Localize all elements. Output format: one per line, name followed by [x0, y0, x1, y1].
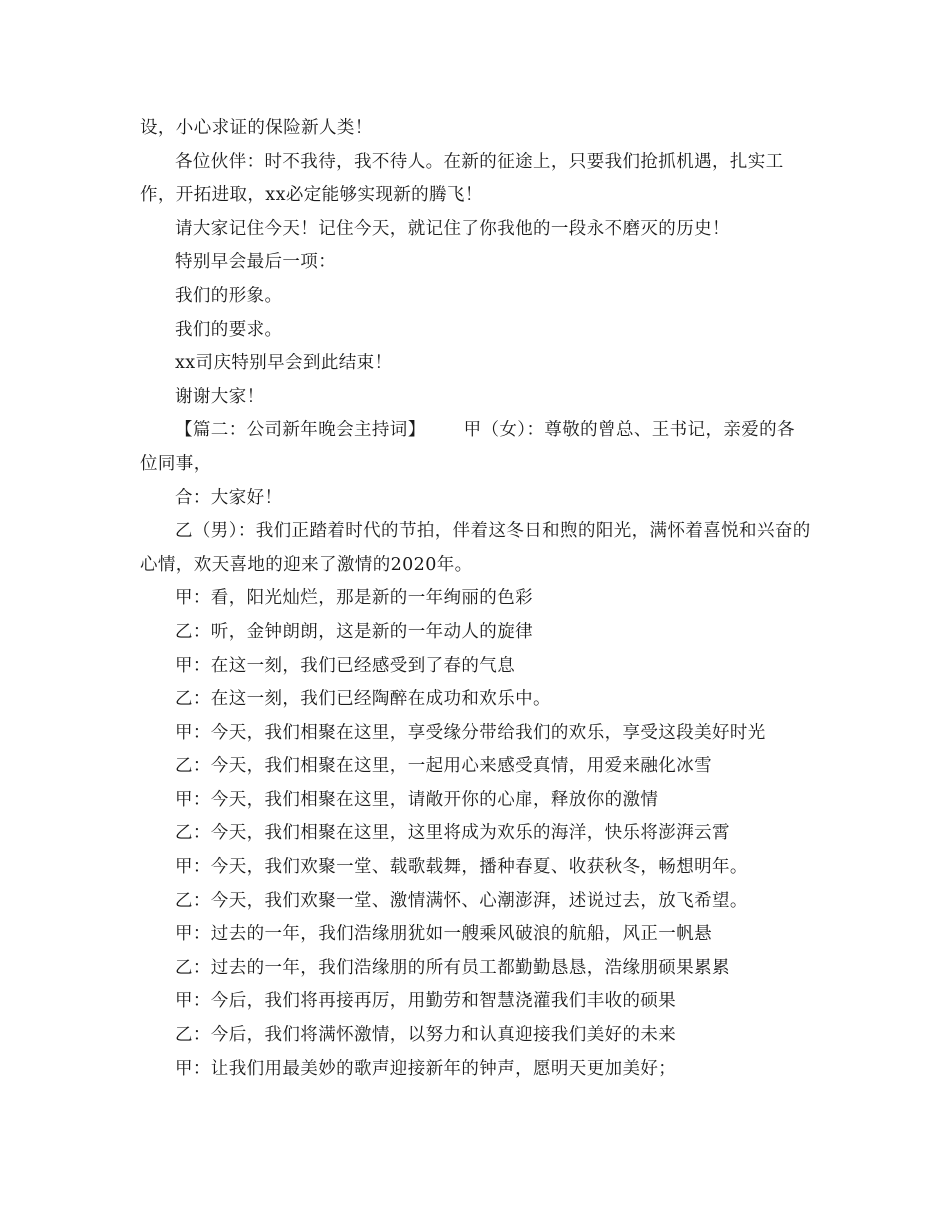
dialogue-line: 甲：看，阳光灿烂，那是新的一年绚丽的色彩 — [175, 588, 533, 609]
paragraph-3: 请大家记住今天！记住今天，就记住了你我他的一段永不磨灭的历史！ — [175, 218, 730, 239]
dialogue-line: 甲：今天，我们相聚在这里，请敞开你的心扉，释放你的激情 — [175, 789, 659, 810]
paragraph-4: 特别早会最后一项： — [175, 252, 337, 273]
paragraph-7: xx司庆特别早会到此结束！ — [175, 353, 393, 374]
dialogue-line: 乙（男）：我们正踏着时代的节拍，伴着这冬日和煦的阳光，满怀着喜悦和兴奋的心情，欢天喜地的迎来了激情的2020年。 — [140, 521, 811, 575]
dialogue-line: 甲：过去的一年，我们浩缘朋犹如一艘乘风破浪的航船，风正一帆悬 — [175, 924, 712, 945]
paragraph-8: 谢谢大家！ — [175, 386, 265, 407]
dialogue-line: 乙：今天，我们相聚在这里，一起用心来感受真情，用爱来融化冰雪 — [175, 756, 712, 777]
dialogue-line: 甲：今后，我们将再接再厉，用勤劳和智慧浇灌我们丰收的硕果 — [175, 991, 677, 1012]
dialogue-line: 甲：在这一刻，我们已经感受到了春的气息 — [175, 655, 516, 676]
section-heading: 【篇二：公司新年晚会主持词】 — [175, 420, 426, 441]
dialogue-line: 甲：今天，我们欢聚一堂、载歌载舞，播种春夏、收获秋冬，畅想明年。 — [175, 857, 748, 878]
section-heading-paragraph — [140, 414, 812, 481]
paragraph-1: 设，小心求证的保险新人类！ — [140, 118, 373, 138]
dialogue-line: 甲：让我们用最美妙的歌声迎接新年的钟声，愿明天更加美好； — [175, 1058, 677, 1079]
paragraph-2: 各位伙伴：时不我待，我不待人。在新的征途上，只要我们抢抓机遇，扎实工作，开拓进取，xx必定能够实现新的腾飞！ — [140, 151, 784, 206]
dialogue-line: 乙：听，金钟朗朗，这是新的一年动人的旋律 — [175, 621, 533, 642]
dialogue-line: 乙：过去的一年，我们浩缘朋的所有员工都勤勤恳恳，浩缘朋硕果累累 — [175, 957, 730, 978]
paragraph-5: 我们的形象。 — [175, 285, 283, 306]
section-heading-tail: 甲（女）：尊敬的曾总、王书记，亲爱的各位同事， — [140, 420, 795, 474]
dialogue-line: 甲：今天，我们相聚在这里，享受缘分带给我们的欢乐，享受这段美好时光 — [175, 722, 766, 743]
dialogue-line: 乙：在这一刻，我们已经陶醉在成功和欢乐中。 — [175, 689, 551, 710]
dialogue-line: 乙：今天，我们相聚在这里，这里将成为欢乐的海洋，快乐将澎湃云霄 — [175, 823, 730, 844]
document-body — [140, 112, 812, 1086]
dialogue-line: 乙：今后，我们将满怀激情，以努力和认真迎接我们美好的未来 — [175, 1025, 677, 1046]
dialogue-line: 合：大家好！ — [175, 487, 283, 508]
dialogue-line: 乙：今天，我们欢聚一堂、激情满怀、心潮澎湃，述说过去，放飞希望。 — [175, 890, 748, 911]
paragraph-6: 我们的要求。 — [175, 319, 283, 340]
